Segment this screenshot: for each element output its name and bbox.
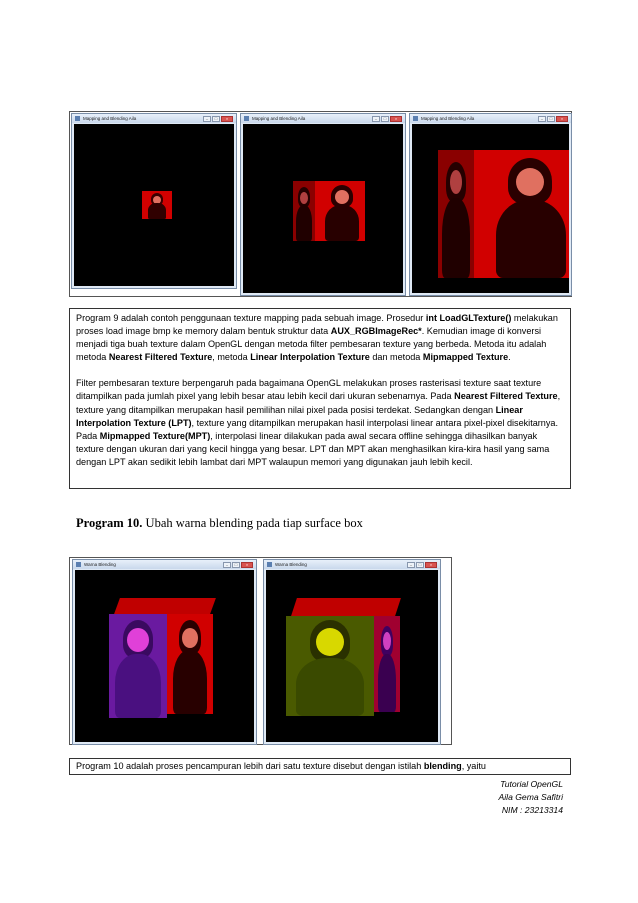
app-icon bbox=[244, 116, 249, 121]
window-titlebar[interactable] bbox=[241, 114, 405, 123]
top-screenshot-group bbox=[69, 111, 572, 297]
maximize-icon[interactable]: □ bbox=[381, 116, 389, 122]
minimize-icon[interactable]: – bbox=[372, 116, 380, 122]
paragraph-1 bbox=[76, 312, 564, 364]
maximize-icon[interactable]: □ bbox=[232, 562, 240, 568]
window-title: Mapping and Blending Aila bbox=[83, 116, 137, 121]
text-run: Program 9 adalah contoh penggunaan texture mapping pada sebuah image. Prosedur bbox=[76, 313, 426, 323]
text-run: , texture yang ditampilkan merupakan hasil pemilihan nilai pixel pada posisi terdekat. Sedangkan dengan bbox=[76, 391, 561, 415]
cube-front-face bbox=[315, 181, 365, 241]
bottom-screenshot-group bbox=[69, 557, 452, 745]
close-icon[interactable]: × bbox=[221, 116, 233, 122]
heading-text: Ubah warna blending pada tiap surface box bbox=[142, 516, 363, 530]
bold-term: Nearest Filtered Texture bbox=[108, 352, 213, 363]
window-mipmap-filter bbox=[409, 113, 572, 296]
minimize-icon[interactable]: – bbox=[203, 116, 211, 122]
text-run: melakukan proses load image bmp ke memory dalam bentuk struktur data bbox=[76, 313, 558, 337]
text-run: Filter pembesaran texture berpengaruh pada bagaimana OpenGL melakukan proses rasterisasi texture saat texture ditampilkan pada jumlah pixel yang lebih besar atau lebih kecil dari ukuran sebenarnya. Pada bbox=[76, 378, 542, 402]
minimize-icon[interactable]: – bbox=[223, 562, 231, 568]
window-blending-yellow bbox=[263, 559, 441, 745]
bold-term: Mipmapped Texture(MPT) bbox=[99, 430, 211, 441]
opengl-canvas bbox=[243, 124, 403, 293]
footer-author: Aila Gema Safitri bbox=[498, 792, 563, 802]
maximize-icon[interactable]: □ bbox=[212, 116, 220, 122]
close-icon[interactable]: × bbox=[390, 116, 402, 122]
bold-term: Linear Interpolation Texture (LPT) bbox=[76, 404, 523, 428]
section-heading-program-10 bbox=[76, 516, 363, 531]
window-title: Warna Blending bbox=[275, 562, 307, 567]
cube-side-face bbox=[374, 616, 400, 712]
cube-front-face bbox=[142, 191, 172, 219]
bold-term: Mipmapped Texture bbox=[422, 352, 509, 363]
bold-term: Nearest Filtered Texture bbox=[454, 391, 558, 402]
window-title: Mapping and Blending Aila bbox=[421, 116, 475, 121]
cube-side-face bbox=[167, 614, 213, 714]
description-box-program-10 bbox=[69, 758, 571, 775]
page-footer bbox=[499, 778, 563, 817]
text-run: . bbox=[508, 352, 511, 363]
text-run: , yaitu bbox=[461, 761, 486, 771]
cube-front-face bbox=[286, 616, 374, 716]
opengl-canvas bbox=[266, 570, 438, 742]
description-box-program-9 bbox=[69, 308, 571, 489]
maximize-icon[interactable]: □ bbox=[547, 116, 555, 122]
close-icon[interactable]: × bbox=[556, 116, 568, 122]
window-blending-magenta bbox=[72, 559, 257, 745]
text-run: , interpolasi linear dilakukan pada awal secara offline sehingga dihasilkan banyak texture dengan ukuran dari yang kecil hingga yang besar. LPT dan MPT akan menghasilkan kira-kira hasil yang sama dengan LPT akan sedikit lebih lambat dari MPT walaupun memori yang digunakan jauh lebih kecil. bbox=[76, 430, 550, 467]
cube-top-face bbox=[114, 598, 216, 614]
close-icon[interactable]: × bbox=[425, 562, 437, 568]
bold-term: Linear Interpolation Texture bbox=[250, 352, 370, 363]
cube-front-face bbox=[109, 614, 167, 718]
minimize-icon[interactable]: – bbox=[538, 116, 546, 122]
cube-front-face bbox=[474, 150, 569, 278]
bold-term: blending bbox=[423, 761, 462, 771]
close-icon[interactable]: × bbox=[241, 562, 253, 568]
opengl-canvas bbox=[75, 570, 254, 742]
text-run: , texture yang ditampilkan merupakan hasil interpolasi linear antara pixel-pixel disekitarnya. Pada bbox=[76, 417, 558, 441]
bold-term: AUX_RGBImageRec* bbox=[330, 326, 422, 337]
cube-side-face bbox=[293, 181, 315, 241]
text-run: . Kemudian image di konversi menjadi tiga buah texture dalam OpenGL dengan metoda filter pembesaran texture yang berbeda. Metoda itu adalah metoda bbox=[76, 326, 547, 363]
text-run: Program 10 adalah proses pencampuran lebih dari satu texture disebut dengan istilah bbox=[76, 761, 424, 771]
window-nearest-filter bbox=[71, 113, 237, 289]
maximize-icon[interactable]: □ bbox=[416, 562, 424, 568]
window-titlebar[interactable] bbox=[264, 560, 440, 569]
minimize-icon[interactable]: – bbox=[407, 562, 415, 568]
footer-student-id: NIM : 23213314 bbox=[501, 805, 563, 815]
window-titlebar[interactable] bbox=[73, 560, 256, 569]
cube-side-face bbox=[438, 150, 474, 278]
window-titlebar[interactable] bbox=[72, 114, 236, 123]
app-icon bbox=[413, 116, 418, 121]
text-run: dan metoda bbox=[369, 352, 423, 363]
window-title: Mapping and Blending Aila bbox=[252, 116, 306, 121]
window-linear-filter bbox=[240, 113, 406, 296]
app-icon bbox=[75, 116, 80, 121]
paragraph-2 bbox=[76, 377, 564, 469]
opengl-canvas bbox=[412, 124, 569, 293]
opengl-canvas bbox=[74, 124, 234, 286]
window-titlebar[interactable] bbox=[410, 114, 571, 123]
heading-label: Program 10. bbox=[76, 516, 143, 530]
paragraph-1 bbox=[76, 760, 564, 773]
app-icon bbox=[76, 562, 81, 567]
text-run: , metoda bbox=[212, 352, 251, 363]
footer-course: Tutorial OpenGL bbox=[500, 779, 563, 789]
bold-term: int LoadGLTexture() bbox=[425, 313, 512, 323]
cube-top-face bbox=[291, 598, 401, 616]
app-icon bbox=[267, 562, 272, 567]
window-title: Warna Blending bbox=[84, 562, 116, 567]
